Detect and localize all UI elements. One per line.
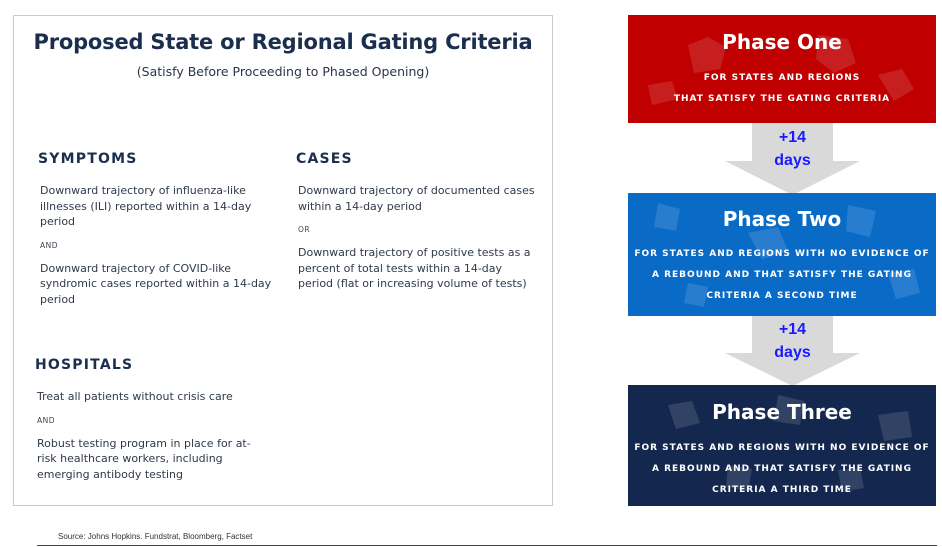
cases-section xyxy=(296,151,536,292)
cases-item-2: Downward trajectory of positive tests as a percent of total tests within a 14-day period (flat or increasing volume of tests) xyxy=(298,246,531,290)
source-note: Source: Johns Hopkins. Fundstrat, Bloomberg, Factset xyxy=(58,532,253,541)
arrow-label-plus: +14 xyxy=(778,321,807,338)
bottom-rule xyxy=(37,545,937,546)
hospitals-conjunction: AND xyxy=(37,415,56,425)
arrow-label-plus: +14 xyxy=(778,129,807,146)
phase-three-desc-line1: FOR STATES AND REGIONS WITH NO EVIDENCE OF xyxy=(634,443,930,453)
cases-item-1: Downward trajectory of documented cases within a 14-day period xyxy=(298,184,535,213)
symptoms-item-1: Downward trajectory of influenza-like illnesses (ILI) reported within a 14-day period xyxy=(40,184,252,228)
phase-one-title: Phase One xyxy=(722,30,842,54)
phase-one-desc-line1: FOR STATES AND REGIONS xyxy=(703,73,861,83)
symptoms-section xyxy=(38,151,283,307)
phase-two-title: Phase Two xyxy=(722,207,842,231)
hospitals-heading: HOSPITALS xyxy=(35,357,134,373)
gating-criteria-panel xyxy=(13,15,553,506)
symptoms-item-2: Downward trajectory of COVID-like syndromic cases reported within a 14-day period xyxy=(40,261,272,306)
phase-three-desc-line3: CRITERIA A THIRD TIME xyxy=(712,485,852,495)
phase-one-desc-line2: THAT SATISFY THE GATING CRITERIA xyxy=(673,94,891,104)
arrow-label-days: days xyxy=(774,152,811,169)
phase-one-box xyxy=(628,15,936,123)
cases-conjunction: OR xyxy=(298,225,311,234)
hospitals-section xyxy=(35,357,255,482)
panel-subtitle: (Satisfy Before Proceeding to Phased Opening) xyxy=(136,64,430,79)
arrow-one-to-two xyxy=(725,123,860,195)
phase-two-box xyxy=(628,193,936,316)
cases-heading: CASES xyxy=(296,151,353,167)
hospitals-item-2: Robust testing program in place for at-risk healthcare workers, including emerging antibody testing xyxy=(37,436,251,481)
phase-three-desc-line2: A REBOUND AND THAT SATISFY THE GATING xyxy=(652,464,912,474)
phase-two-desc-line2: A REBOUND AND THAT SATISFY THE GATING xyxy=(652,270,912,280)
phase-two-desc-line1: FOR STATES AND REGIONS WITH NO EVIDENCE OF xyxy=(634,249,930,259)
symptoms-conjunction: AND xyxy=(40,240,59,250)
panel-title: Proposed State or Regional Gating Criteria xyxy=(33,30,533,54)
phase-three-title: Phase Three xyxy=(712,400,852,424)
arrow-label-days: days xyxy=(774,344,811,361)
arrow-two-to-three xyxy=(725,316,860,386)
hospitals-item-1: Treat all patients without crisis care xyxy=(37,390,233,403)
phase-three-box xyxy=(628,385,936,506)
phase-two-desc-line3: CRITERIA A SECOND TIME xyxy=(706,291,858,301)
symptoms-heading: SYMPTOMS xyxy=(38,151,138,167)
